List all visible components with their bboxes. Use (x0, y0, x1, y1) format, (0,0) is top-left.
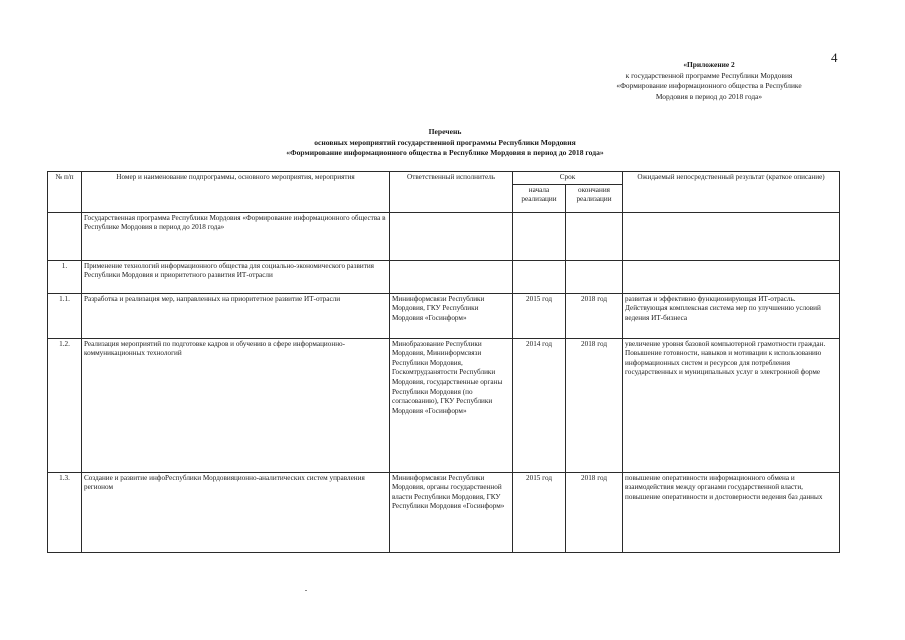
row-result: увеличение уровня базовой компьютерной грамотности граждан. Повышение готовности, навыков и мотивации к использованию информационных систем и ресурсов для потребления государственных и муниципальных услуг в электронной форме (623, 338, 840, 472)
row-num: 1.2. (48, 338, 82, 472)
row-name: Реализация мероприятий по подготовке кадров и обучению в сфере информационно-коммуникационных технологий (82, 338, 390, 472)
program-name: Государственная программа Республики Мордовия «Формирование информационного общества в Республике Мордовия в период до 2018 года» (82, 212, 390, 260)
table-row (48, 293, 840, 338)
list-title-line-3: «Формирование информационного общества в Республике Мордовия в период до 2018 года» (286, 148, 604, 157)
header-num: № п/п (48, 172, 82, 213)
row-start: 2015 год (513, 293, 566, 338)
row-executor: Мининформсвязи Республики Мордовия, ГКУ Республики Мордовия «Госинформ» (390, 293, 513, 338)
activities-table (47, 171, 840, 553)
appendix-line-3: Мордовия в период до 2018 года» (655, 91, 763, 101)
table-row (48, 472, 840, 552)
header-executor: Ответственный исполнитель (390, 172, 513, 213)
appendix-title: «Приложение 2 (683, 60, 735, 69)
list-title-line-1: Перечень (428, 127, 462, 136)
row-end: 2018 год (566, 338, 623, 472)
section-num: 1. (48, 260, 82, 293)
row-result: развитая и эффективно функционирующая ИТ-отрасль. Действующая комплексная система мер по улучшению условий ведения ИТ-бизнеса (623, 293, 840, 338)
section-name: Применение технологий информационного общества для социально-экономического развития Республики Мордовия и приоритетного развития ИТ-отрасли (82, 260, 390, 293)
row-executor: Минобразование Республики Мордовия, Мининформсвязи Республики Мордовия, Госкомтрудзанятости Республики Мордовия, государственные органы Республики Мордовия (по согласованию), ГКУ Республики Мордовия «Госинформ» (390, 338, 513, 472)
header-start: начала реализации (513, 184, 566, 212)
row-start: 2015 год (513, 472, 566, 552)
row-end: 2018 год (566, 472, 623, 552)
table-row (48, 338, 840, 472)
row-start: 2014 год (513, 338, 566, 472)
appendix-header (566, 60, 852, 102)
row-end: 2018 год (566, 293, 623, 338)
row-num: 1.3. (48, 472, 82, 552)
header-term: Срок (513, 172, 623, 185)
list-title-line-2: основных мероприятий государственной программы Республики Мордовия (314, 137, 576, 147)
header-end: окончания реализации (566, 184, 623, 212)
header-name: Номер и наименование подпрограммы, основного мероприятия, мероприятия (82, 172, 390, 213)
row-num: 1.1. (48, 293, 82, 338)
list-title (225, 127, 665, 159)
row-name: Создание и развитие инфоРеспублики Мордовияционно-аналитических систем управления регионом (82, 472, 390, 552)
appendix-line-1: к государственной программе Республики Мордовия (625, 70, 793, 80)
section-row (48, 260, 840, 293)
header-result: Ожидаемый непосредственный результат (краткое описание) (623, 172, 840, 213)
page-number: 4 (831, 50, 838, 65)
appendix-line-2: «Формирование информационного общества в Республике (616, 81, 802, 91)
row-executor: Мининформсвязи Республики Мордовия, органы государственной власти Республики Мордовия, ГКУ Республики Мордовия «Госинформ» (390, 472, 513, 552)
row-result: повышение оперативности информационного обмена и взаимодействия между органами государственной власти, повышение оперативности и достоверности ведения баз данных (623, 472, 840, 552)
scan-speck (305, 590, 307, 591)
row-name: Разработка и реализация мер, направленных на приоритетное развитие ИТ-отрасли (82, 293, 390, 338)
program-row (48, 212, 840, 260)
